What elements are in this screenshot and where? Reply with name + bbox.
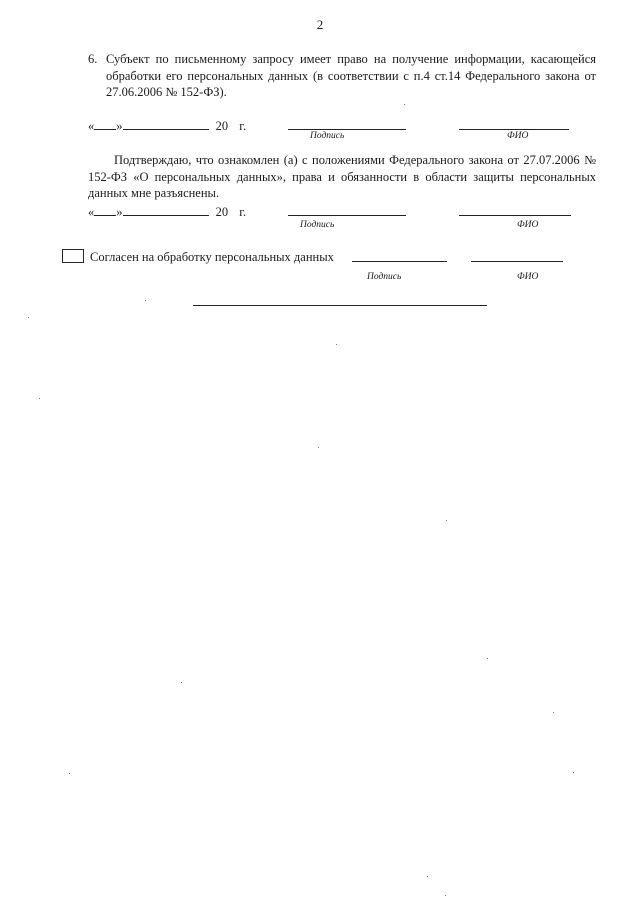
page-number: 2 (316, 17, 324, 32)
scan-speck (427, 876, 428, 877)
scan-speck (145, 300, 146, 301)
name-caption-2: ФИО (517, 220, 539, 230)
consent-signature-caption: Подпись (367, 272, 402, 282)
item-6-paragraph (88, 51, 596, 101)
name-line-2[interactable] (459, 215, 571, 216)
year-suffix: г. (239, 119, 247, 133)
signature-line-1[interactable] (288, 129, 406, 130)
scan-speck (487, 658, 488, 659)
bottom-rule (193, 305, 487, 306)
name-line-1[interactable] (459, 129, 569, 130)
consent-label: Согласен на обработку персональных данных (90, 250, 334, 264)
close-quote: » (116, 119, 123, 133)
scan-speck (404, 104, 405, 105)
scan-speck (553, 712, 554, 713)
month-blank[interactable] (123, 118, 209, 130)
year-suffix: г. (239, 205, 247, 219)
day-blank[interactable] (94, 204, 116, 216)
day-blank[interactable] (94, 118, 116, 130)
item-6-number: 6. (88, 52, 98, 66)
open-quote: « (88, 119, 95, 133)
scan-speck (445, 895, 446, 896)
consent-signature-line[interactable] (352, 261, 447, 262)
close-quote: » (116, 205, 123, 219)
signature-line-2[interactable] (288, 215, 406, 216)
month-blank[interactable] (123, 204, 209, 216)
consent-name-caption: ФИО (517, 272, 539, 282)
scan-speck (69, 773, 70, 774)
scan-speck (318, 447, 319, 448)
scan-speck (39, 398, 40, 399)
item-6-text: Субъект по письменному запросу имеет право на получение информации, касающейся обработки его персональных данных (в соответствии с п.4 ст.14 Федерального закона от 27.06.2006 № 152-ФЗ). (106, 52, 596, 99)
open-quote: « (88, 205, 95, 219)
consent-name-line[interactable] (471, 261, 563, 262)
scan-speck (573, 772, 574, 773)
confirmation-paragraph: Подтверждаю, что ознакомлен (а) с положениями Федерального закона от 27.07.2006 № 152-ФЗ «О персональных данных», права и обязанности в области защиты персональных данных мне разъяснены. (88, 153, 596, 200)
scan-speck (28, 317, 29, 318)
name-caption-1: ФИО (507, 131, 529, 141)
year-prefix: 20 (215, 119, 229, 133)
scan-speck (446, 520, 447, 521)
date-field-1 (88, 118, 246, 134)
scan-speck (181, 682, 182, 683)
signature-caption-1: Подпись (310, 131, 345, 141)
date-field-2 (88, 204, 246, 220)
scan-speck (336, 344, 337, 345)
signature-caption-2: Подпись (300, 220, 335, 230)
year-prefix: 20 (215, 205, 229, 219)
consent-checkbox[interactable] (62, 249, 84, 263)
